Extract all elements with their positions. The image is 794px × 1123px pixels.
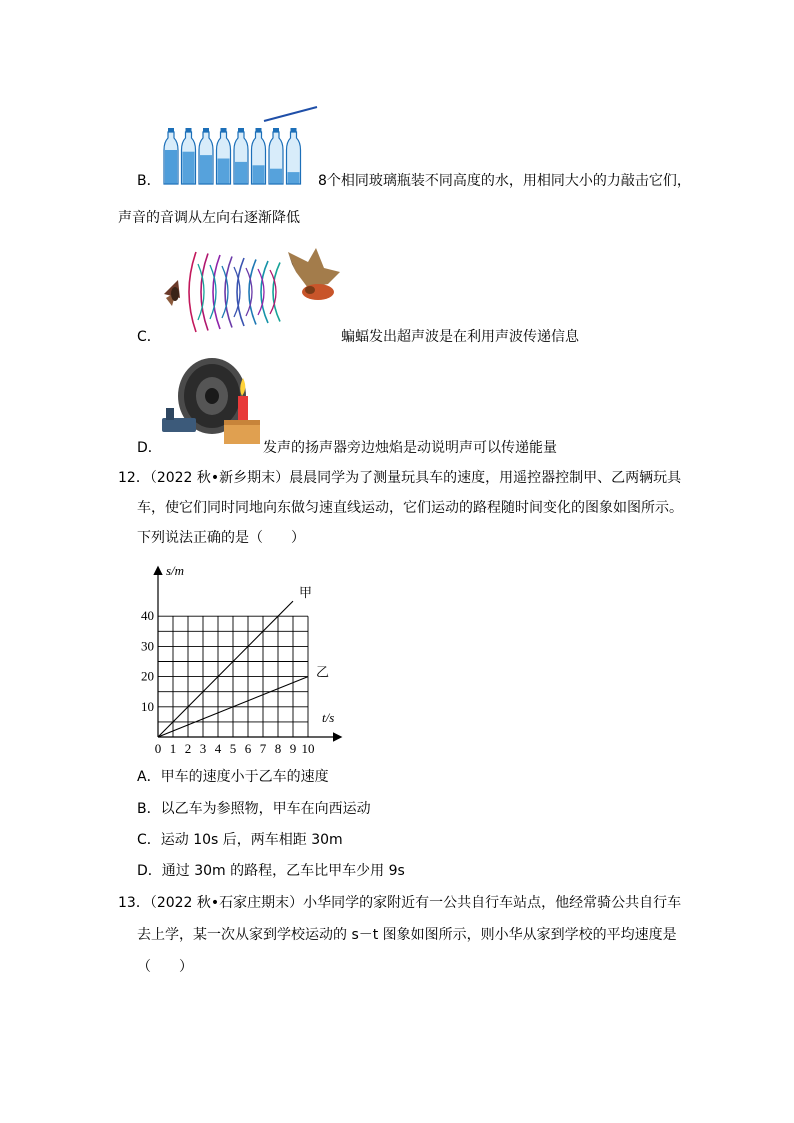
bottle-2: [182, 128, 196, 184]
option-c-text: 蝙蝠发出超声波是在利用声波传递信息: [341, 329, 579, 345]
option-b-text-1: 8个相同玻璃瓶装不同高度的水，用相同大小的力敲击它们，: [318, 173, 691, 189]
option-d-text: 发声的扬声器旁边烛焰是动说明声可以传递能量: [263, 440, 557, 456]
bottle-7: [269, 128, 283, 184]
y-tick-label: 30: [141, 638, 154, 654]
moth-icon: [164, 280, 180, 306]
x-tick-label: 3: [199, 741, 207, 756]
x-tick-label: 8: [274, 741, 282, 756]
option-c-letter: C．: [137, 329, 161, 345]
speaker-candle-illustration: [160, 356, 270, 448]
bat-icon: [288, 248, 340, 300]
bottle-4: [217, 128, 231, 184]
q13-stem-line-3: （ ）: [137, 959, 193, 975]
pitch-slope-line: [264, 107, 317, 121]
x-tick-label: 9: [289, 741, 297, 756]
bottle-1: [164, 128, 178, 184]
x-tick-label: 2: [184, 741, 192, 756]
sound-waves: [189, 252, 280, 332]
x-tick-label: 7: [259, 741, 267, 756]
q13-stem-line-2: 去上学，某一次从家到学校运动的 s－t 图象如图所示，则小华从家到学校的平均速度是: [137, 927, 677, 943]
s-t-graph: [130, 560, 350, 760]
bottle-5: [234, 128, 248, 184]
q12-option-a: A．甲车的速度小于乙车的速度: [137, 769, 329, 785]
option-d-letter: D．: [137, 440, 162, 456]
series-label-yi: 乙: [316, 665, 330, 681]
x-axis-label: t/s: [322, 710, 335, 725]
bottle-3: [199, 128, 213, 184]
x-tick-label: 1: [169, 741, 177, 756]
q13-stem-line-1: 13．（2022 秋•石家庄期末）小华同学的家附近有一公共自行车站点，他经常骑公共自行车: [118, 895, 682, 911]
x-tick-label: 10: [301, 741, 315, 756]
x-tick-label: 4: [214, 741, 222, 756]
x-tick-label: 6: [244, 741, 252, 756]
q12-option-b: B．以乙车为参照物，甲车在向西运动: [137, 801, 371, 817]
y-axis-label: s/m: [166, 563, 185, 578]
bat-ultrasound-illustration: [158, 242, 348, 337]
series-line-jia: [158, 601, 293, 737]
q12-stem-line-2: 车，使它们同时同地向东做匀速直线运动，它们运动的路程随时间变化的图象如图所示。: [137, 500, 683, 516]
q12-stem-line-3: 下列说法正确的是（ ）: [137, 530, 305, 546]
option-b-text-2: 声音的音调从左向右逐渐降低: [118, 210, 300, 226]
bottle-8: [287, 128, 301, 184]
series-label-jia: 甲: [299, 586, 313, 602]
y-tick-label: 10: [141, 698, 154, 714]
y-tick-label: 40: [141, 608, 154, 624]
q12-option-c: C．运动 10s 后，两车相距 30m: [137, 832, 343, 848]
chart-grid: [158, 616, 308, 737]
bottles-illustration: [160, 104, 320, 186]
y-tick-label: 20: [141, 668, 154, 684]
x-tick-label: 5: [229, 741, 237, 756]
x-tick-label: 0: [154, 741, 162, 756]
q12-option-d: D．通过 30m 的路程，乙车比甲车少用 9s: [137, 863, 405, 879]
bottle-6: [252, 128, 266, 184]
q12-stem-line-1: 12．（2022 秋•新乡期末）晨晨同学为了测量玩具车的速度，用遥控器控制甲、乙两辆玩具: [118, 470, 682, 486]
option-b-letter: B．: [137, 173, 161, 189]
